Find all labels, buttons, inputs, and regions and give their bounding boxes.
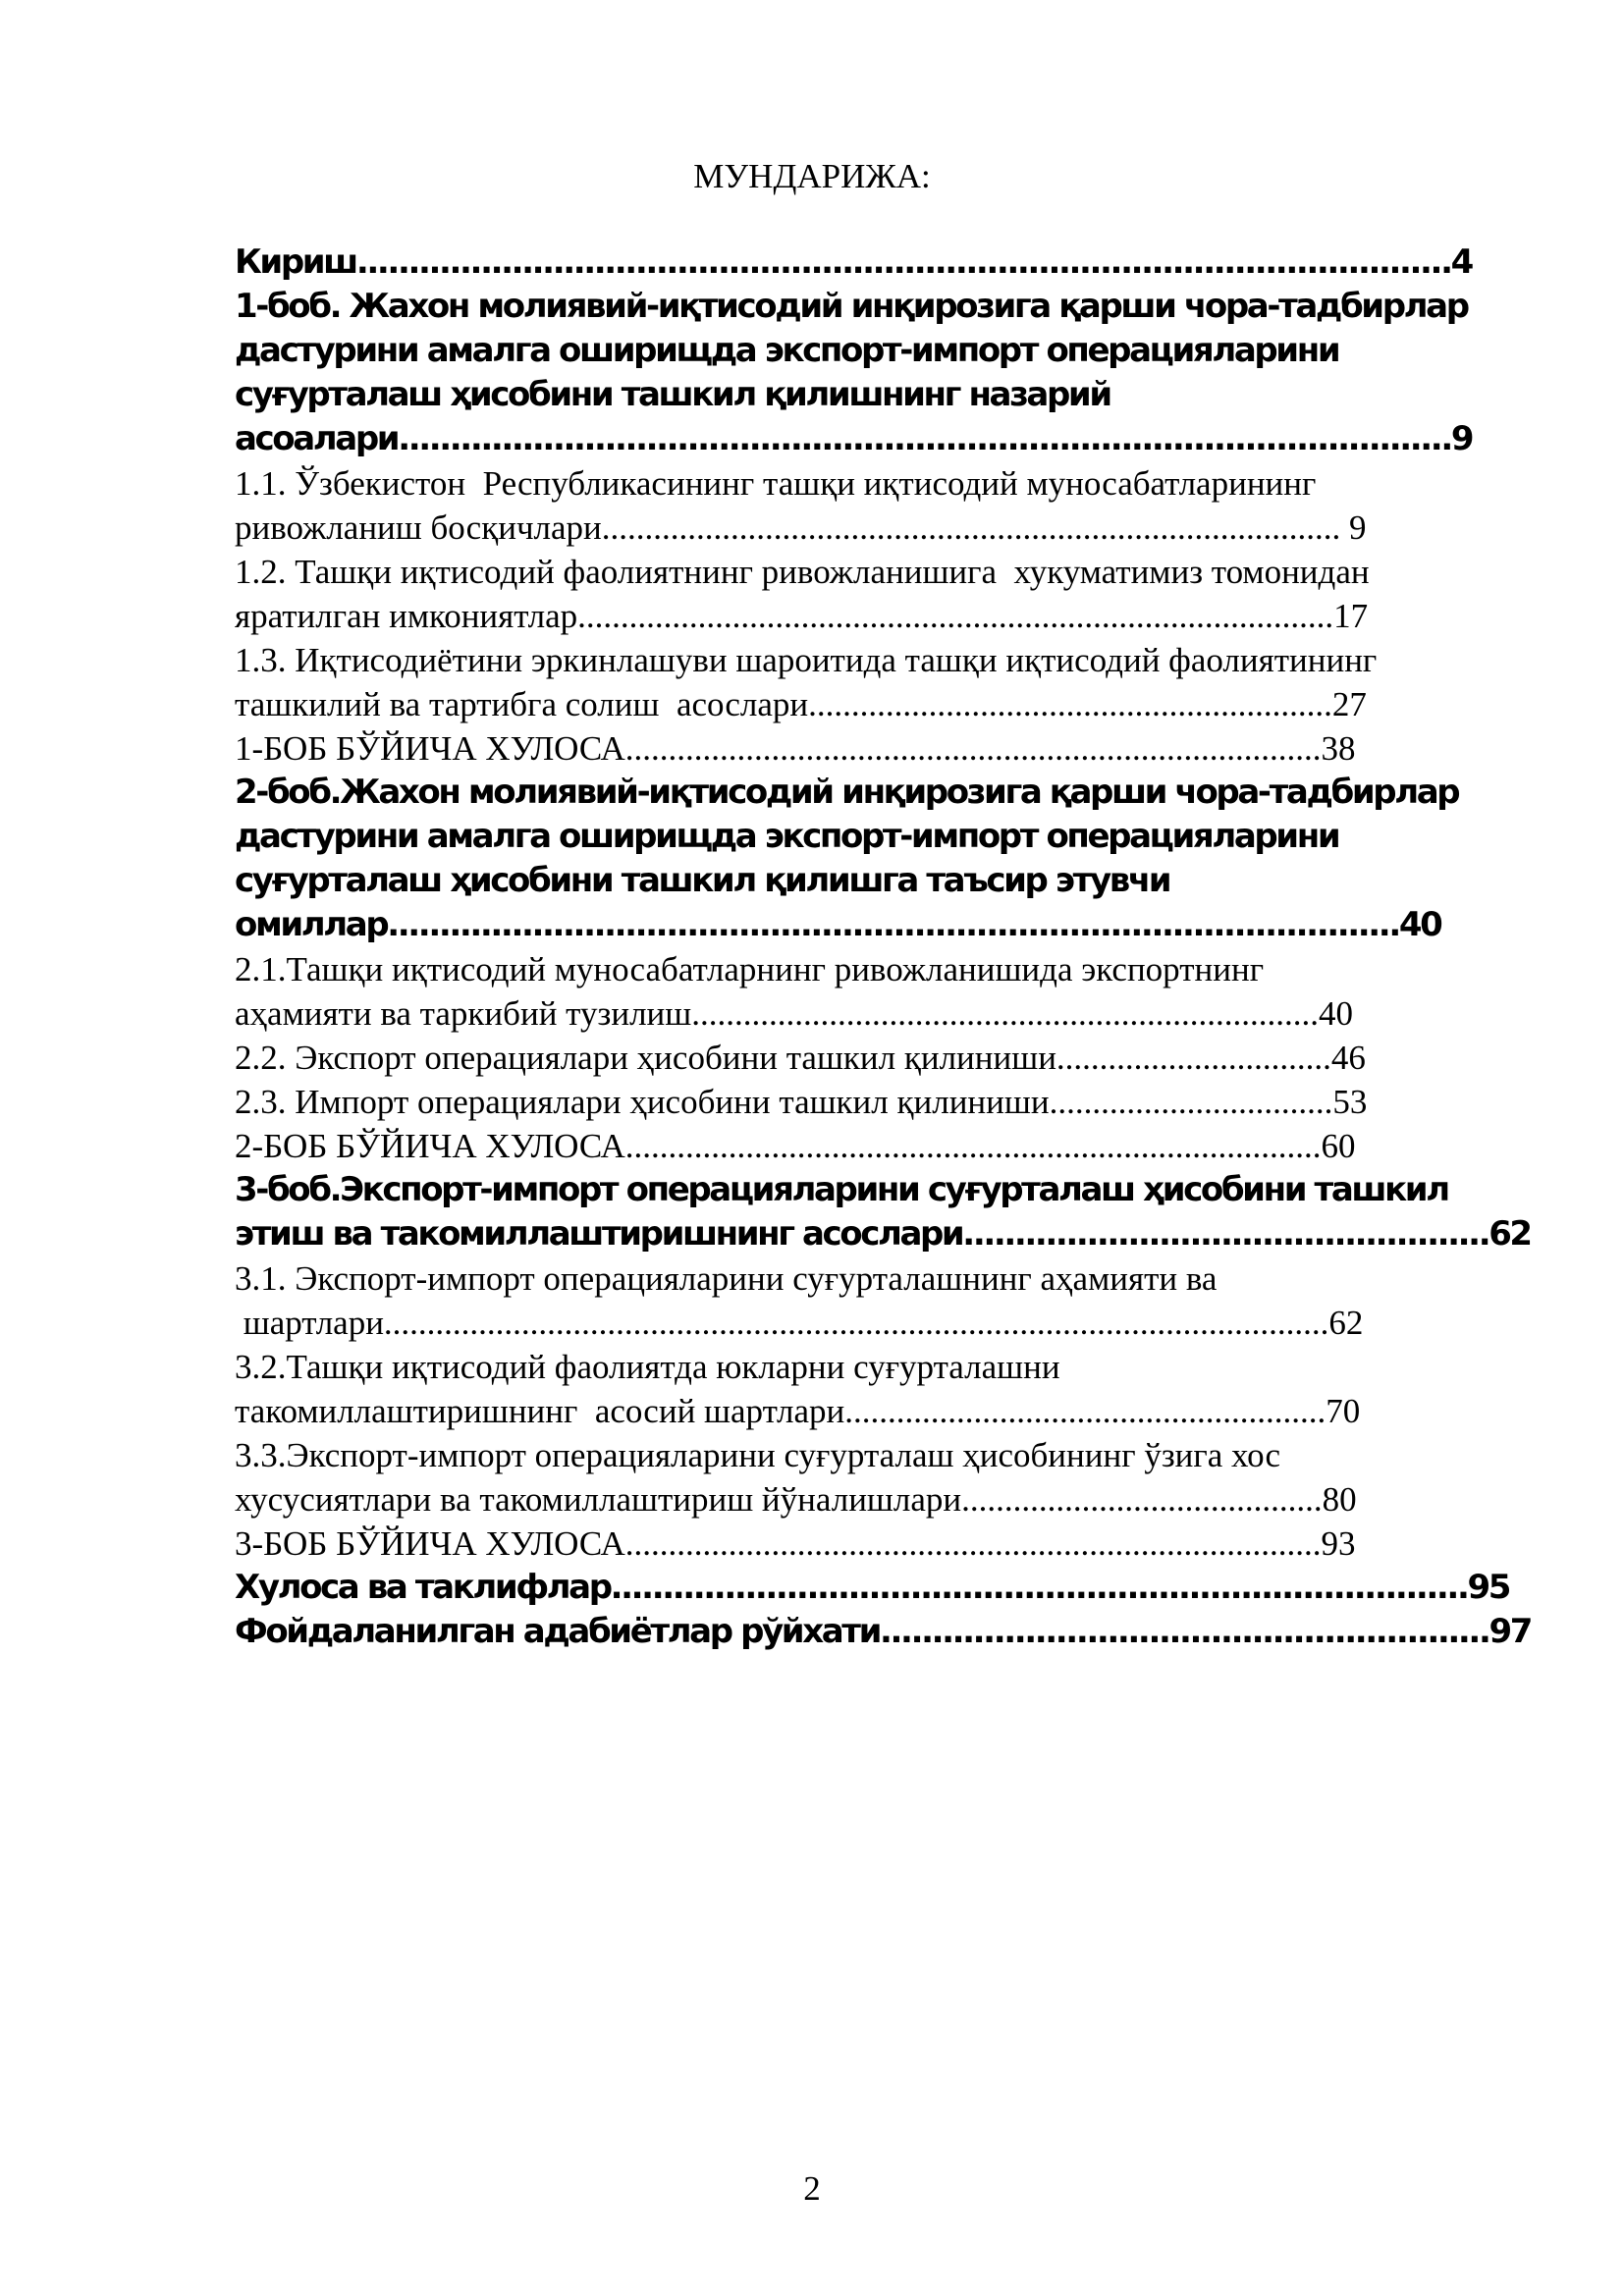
- toc-line: яратилган имкониятлар........................................................................................17: [235, 597, 1369, 635]
- toc-line: ривожланиш босқичлари...................................................................................... 9: [235, 508, 1367, 547]
- page-number: 2: [803, 2169, 821, 2208]
- toc-line: 2-БОБ БЎЙИЧА ХУЛОСА.................................................................................60: [235, 1127, 1356, 1165]
- toc-line: Кириш..........................................................................................................4: [235, 242, 1472, 282]
- toc-line: 3-БОБ БЎЙИЧА ХУЛОСА.................................................................................93: [235, 1524, 1356, 1563]
- toc-line: 2.3. Импорт операциялари ҳисобини ташкил қилиниши.................................53: [235, 1083, 1368, 1121]
- toc-line: суғурталаш ҳисобини ташкил қилишга таъсир этувчи: [235, 861, 1170, 900]
- toc-line: суғурталаш ҳисобини ташкил қилишнинг назарий: [235, 375, 1110, 414]
- toc-line: омиллар..................................................................................................40: [235, 905, 1441, 944]
- toc-line: ташкилий ва тартибга солиш асослари.............................................................27: [235, 685, 1367, 723]
- toc-line: 3.2.Ташқи иқтисодий фаолиятда юкларни суғурталашни: [235, 1348, 1060, 1386]
- toc-line: аҳамияти ва таркибий тузилиш.........................................................................40: [235, 994, 1353, 1033]
- table-of-contents: [235, 240, 1531, 1654]
- toc-line: 1-боб. Жахон молиявий-иқтисодий инқирозига қарши чора-тадбирлар: [235, 287, 1468, 326]
- toc-line: дастурини амалга оширищда экспорт-импорт операцияларини: [235, 817, 1339, 856]
- toc-line: 2.1.Ташқи иқтисодий муносабатларнинг ривожланишида экспортнинг: [235, 950, 1265, 988]
- toc-line: 2-боб.Жахон молиявий-иқтисодий инқирозига қарши чора-тадбирлар: [235, 773, 1459, 812]
- toc-line: 3.1. Экспорт-импорт операцияларини суғурталашнинг аҳамияти ва: [235, 1259, 1218, 1298]
- toc-line: хусусиятлари ва такомиллаштириш йўналишлари..........................................80: [235, 1480, 1357, 1519]
- toc-line: дастурини амалга оширищда экспорт-импорт операцияларини: [235, 331, 1339, 370]
- toc-line: 1.3. Иқтисодиётини эркинлашуви шароитида ташқи иқтисодий фаолиятининг: [235, 641, 1378, 679]
- toc-line: такомиллаштиришнинг асосий шартлари........................................................70: [235, 1392, 1361, 1430]
- toc-line: 2.2. Экспорт операциялари ҳисобини ташкил қилиниши................................46: [235, 1039, 1366, 1077]
- toc-line: Фойдаланилган адабиётлар рўйхати...........................................................97: [235, 1612, 1531, 1651]
- toc-line: шартлари..............................................................................................................62: [235, 1304, 1364, 1342]
- toc-line: этиш ва такомиллаштиришнинг асослари...................................................62: [235, 1214, 1531, 1254]
- toc-line: 1-БОБ БЎЙИЧА ХУЛОСА.................................................................................38: [235, 729, 1356, 768]
- toc-line: 1.2. Ташқи иқтисодий фаолиятнинг ривожланишига хукуматимиз томонидан: [235, 553, 1370, 591]
- toc-line: асоалари......................................................................................................9: [235, 419, 1473, 458]
- toc-line: Хулоса ва таклифлар...................................................................................95: [235, 1568, 1509, 1607]
- toc-line: 3-боб.Экспорт-импорт операцияларини суғурталаш ҳисобини ташкил: [235, 1170, 1448, 1209]
- toc-line: 3.3.Экспорт-импорт операцияларини суғурталаш ҳисобининг ўзига хос: [235, 1436, 1281, 1474]
- toc-line: 1.1. Ўзбекистон Республикасининг ташқи иқтисодий муносабатларининг: [235, 464, 1317, 503]
- page-title: МУНДАРИЖА:: [693, 157, 931, 195]
